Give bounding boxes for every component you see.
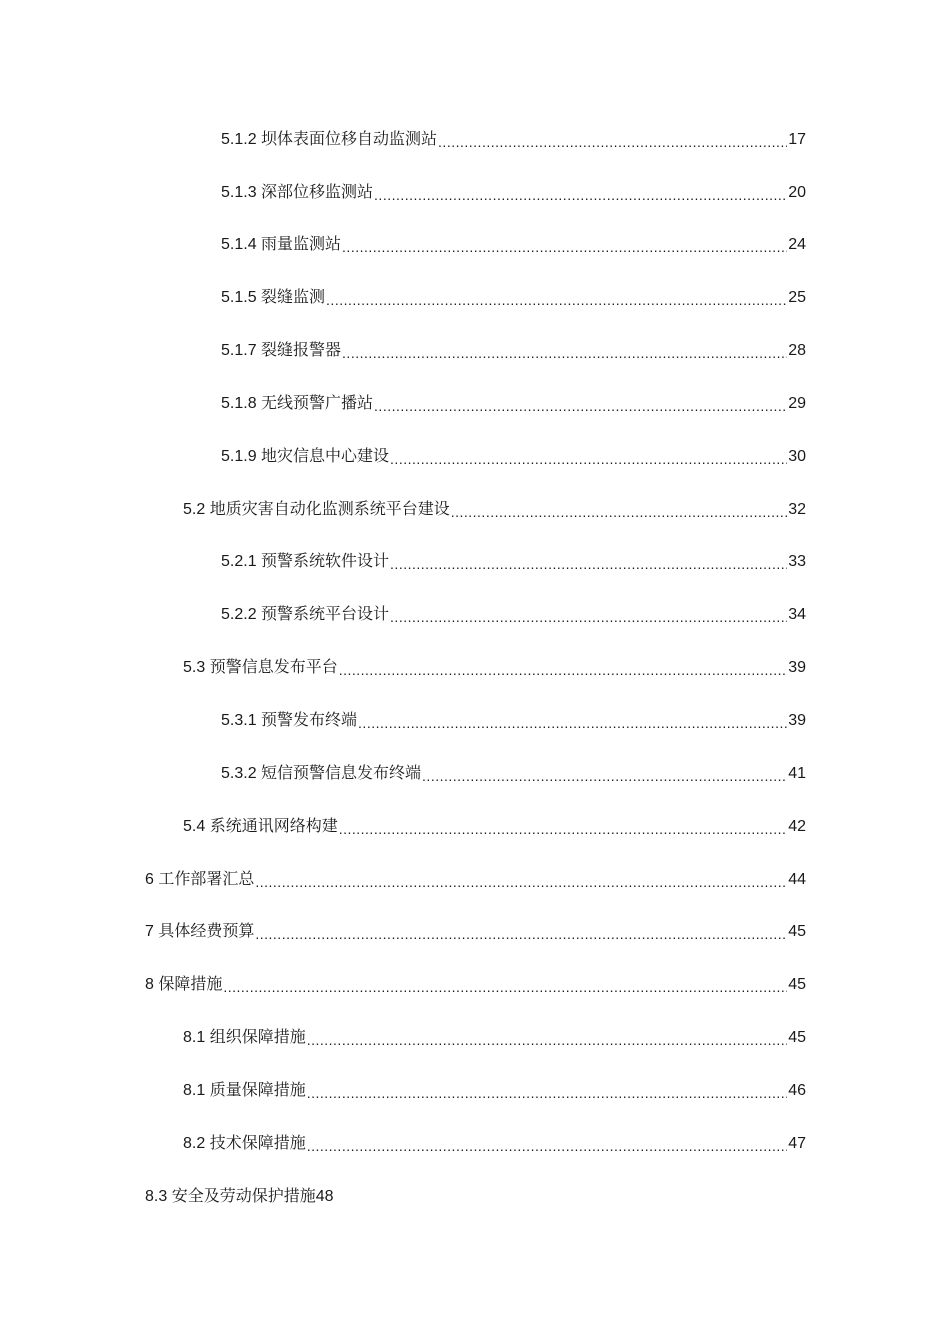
toc-entry[interactable] bbox=[221, 707, 806, 731]
toc-entry[interactable] bbox=[221, 390, 806, 414]
toc-entry-title: 8.2 技术保障措施 bbox=[183, 1135, 306, 1152]
toc-entry[interactable] bbox=[145, 866, 806, 890]
toc-entry[interactable] bbox=[221, 443, 806, 467]
toc-entry-page: 42 bbox=[788, 818, 806, 835]
toc-entry-title: 5.1.3 深部位移监测站 bbox=[221, 184, 374, 201]
toc-entry[interactable] bbox=[221, 179, 806, 203]
toc-dot-leader bbox=[307, 1028, 788, 1048]
toc-dot-leader bbox=[390, 605, 787, 625]
toc-entry-title: 5.4 系统通讯网络构建 bbox=[183, 818, 338, 835]
toc-entry[interactable] bbox=[221, 126, 806, 150]
toc-dot-leader bbox=[255, 870, 787, 890]
toc-dot-leader bbox=[358, 711, 787, 731]
toc-dot-leader bbox=[342, 235, 787, 255]
toc-dot-leader bbox=[339, 658, 788, 678]
toc-entry-title: 5.1.2 坝体表面位移自动监测站 bbox=[221, 131, 438, 148]
toc-entry-page: 25 bbox=[788, 289, 806, 306]
toc-entry-page: 32 bbox=[788, 501, 806, 518]
toc-entry-title: 8.3 安全及劳动保护措施48 bbox=[145, 1188, 334, 1205]
toc-entry-title: 5.3.2 短信预警信息发布终端 bbox=[221, 765, 422, 782]
toc-entry-title: 5.1.5 裂缝监测 bbox=[221, 289, 326, 306]
toc-entry-page: 46 bbox=[788, 1082, 806, 1099]
toc-dot-leader bbox=[307, 1134, 788, 1154]
toc-entry[interactable] bbox=[221, 337, 806, 361]
toc-dot-leader bbox=[339, 817, 788, 837]
toc-entry[interactable] bbox=[221, 601, 806, 625]
toc-entry-title: 5.1.7 裂缝报警器 bbox=[221, 342, 342, 359]
toc-entry-page: 17 bbox=[788, 131, 806, 148]
toc-dot-leader bbox=[422, 764, 787, 784]
toc-entry-page: 45 bbox=[788, 976, 806, 993]
toc-entry[interactable] bbox=[183, 496, 806, 520]
toc-dot-leader bbox=[390, 552, 787, 572]
toc-entry-page: 47 bbox=[788, 1135, 806, 1152]
toc-entry-title: 8.1 质量保障措施 bbox=[183, 1082, 306, 1099]
toc-entry-page: 44 bbox=[788, 871, 806, 888]
toc-entry-title: 5.3.1 预警发布终端 bbox=[221, 712, 358, 729]
toc-entry[interactable] bbox=[183, 1024, 806, 1048]
toc-entry[interactable] bbox=[183, 1130, 806, 1154]
toc-entry-page: 29 bbox=[788, 395, 806, 412]
toc-entry-page: 30 bbox=[788, 448, 806, 465]
toc-entry[interactable] bbox=[221, 548, 806, 572]
toc-dot-leader bbox=[326, 288, 787, 308]
toc-entry-title: 5.2.2 预警系统平台设计 bbox=[221, 606, 390, 623]
toc-entry-title: 6 工作部署汇总 bbox=[145, 871, 255, 888]
toc-entry[interactable] bbox=[183, 813, 806, 837]
toc-entry[interactable] bbox=[145, 1183, 334, 1207]
toc-entry-title: 5.2 地质灾害自动化监测系统平台建设 bbox=[183, 501, 450, 518]
toc-entry[interactable] bbox=[183, 654, 806, 678]
toc-dot-leader bbox=[451, 500, 788, 520]
toc-dot-leader bbox=[342, 341, 787, 361]
toc-entry-page: 41 bbox=[788, 765, 806, 782]
toc-entry-page: 39 bbox=[788, 712, 806, 729]
toc-entry[interactable] bbox=[221, 284, 806, 308]
toc-dot-leader bbox=[255, 922, 787, 942]
toc-entry-page: 39 bbox=[788, 659, 806, 676]
toc-entry[interactable] bbox=[145, 918, 806, 942]
toc-entry-title: 5.3 预警信息发布平台 bbox=[183, 659, 338, 676]
toc-entry-title: 8.1 组织保障措施 bbox=[183, 1029, 306, 1046]
toc-entry[interactable] bbox=[183, 1077, 806, 1101]
toc-entry-title: 7 具体经费预算 bbox=[145, 923, 255, 940]
toc-entry-page: 45 bbox=[788, 923, 806, 940]
toc-dot-leader bbox=[374, 183, 787, 203]
toc-dot-leader bbox=[223, 975, 787, 995]
toc-dot-leader bbox=[374, 394, 787, 414]
toc-dot-leader bbox=[438, 130, 787, 150]
toc-entry-title: 5.1.8 无线预警广播站 bbox=[221, 395, 374, 412]
toc-entry-title: 8 保障措施 bbox=[145, 976, 223, 993]
toc-entry-page: 33 bbox=[788, 553, 806, 570]
toc-entry-title: 5.1.4 雨量监测站 bbox=[221, 236, 342, 253]
toc-entry-title: 5.1.9 地灾信息中心建设 bbox=[221, 448, 390, 465]
toc-entry-page: 24 bbox=[788, 236, 806, 253]
toc-entry[interactable] bbox=[221, 231, 806, 255]
toc-entry[interactable] bbox=[221, 760, 806, 784]
toc-entry-page: 20 bbox=[788, 184, 806, 201]
toc-dot-leader bbox=[390, 447, 787, 467]
toc-entry[interactable] bbox=[145, 971, 806, 995]
toc-entry-page: 28 bbox=[788, 342, 806, 359]
toc-dot-leader bbox=[307, 1081, 788, 1101]
toc-entry-title: 5.2.1 预警系统软件设计 bbox=[221, 553, 390, 570]
toc-entry-page: 34 bbox=[788, 606, 806, 623]
toc-entry-page: 45 bbox=[788, 1029, 806, 1046]
